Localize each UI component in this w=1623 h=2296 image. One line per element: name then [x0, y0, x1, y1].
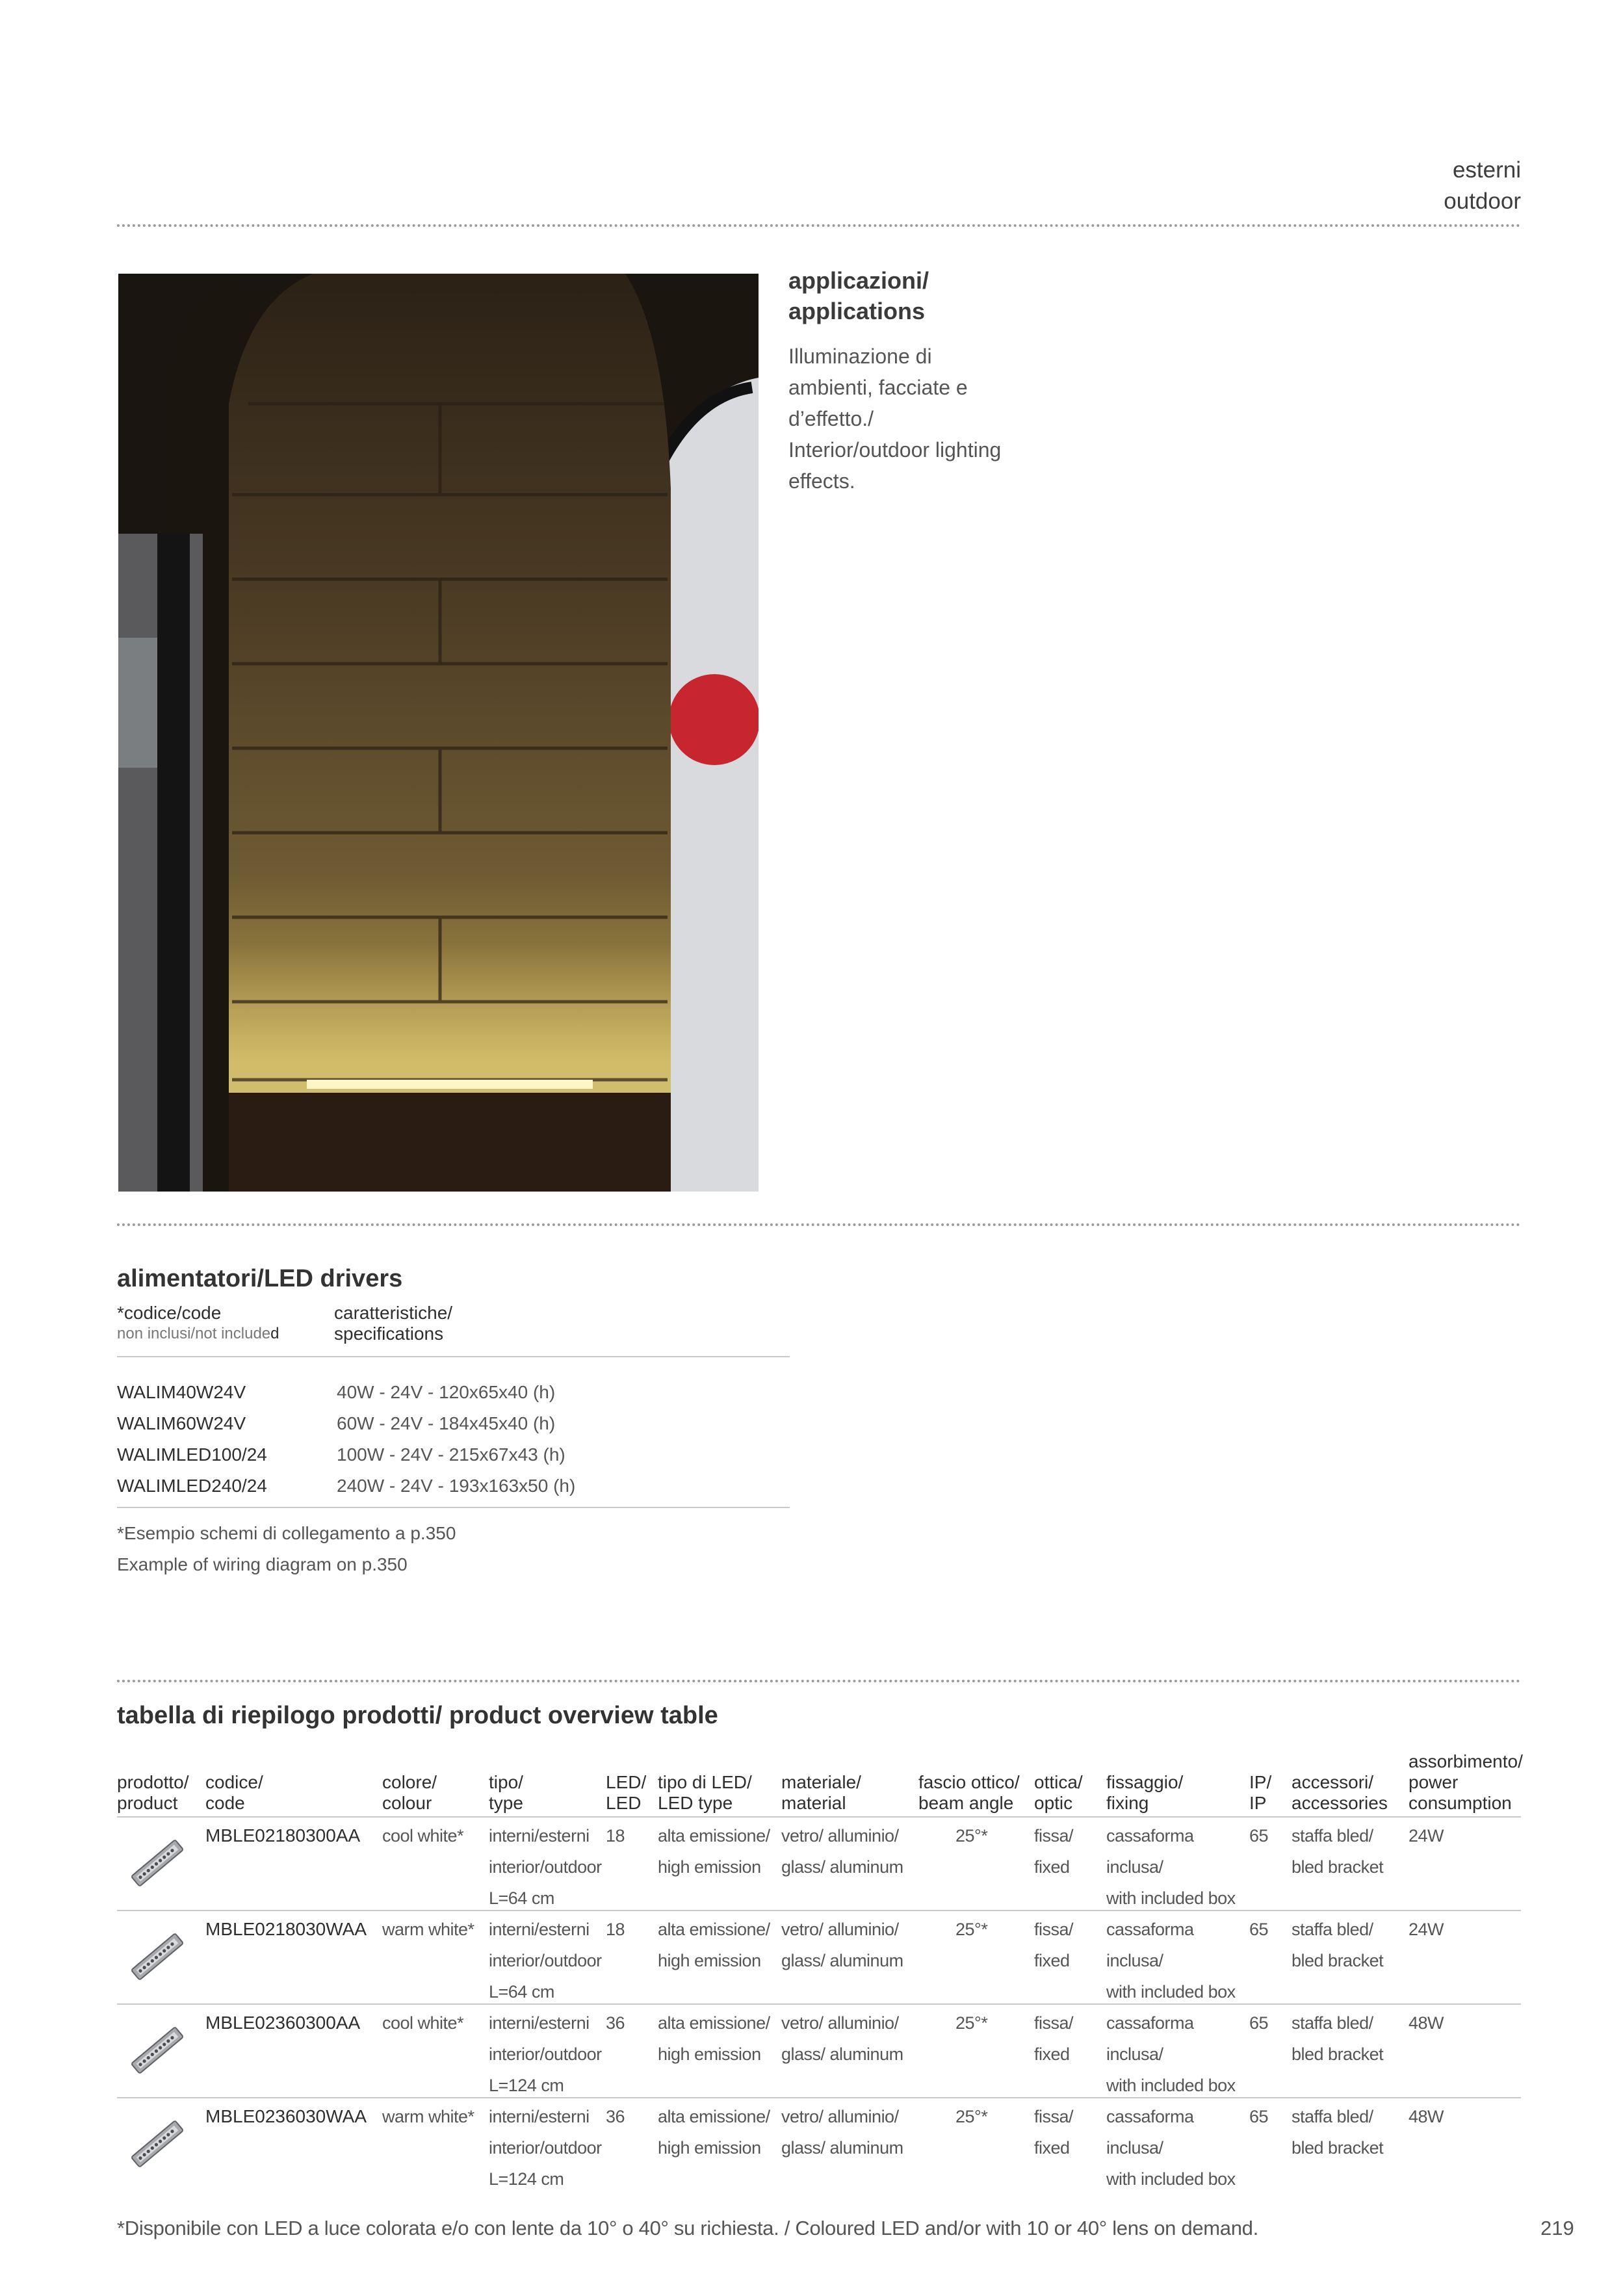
product-accessories: staffa bled/ bled bracket: [1292, 2107, 1384, 2158]
product-beam-angle: 25°*: [955, 1920, 988, 1939]
product-ip: 65: [1249, 2013, 1269, 2033]
drivers-col-code: *codice/code: [117, 1303, 222, 1323]
product-fixing: cassaforma inclusa/ with included box: [1106, 1826, 1236, 1908]
overview-title: tabella di riepilogo prodotti/ product overview table: [117, 1702, 718, 1729]
drivers-header-rule: [117, 1356, 790, 1357]
product-accessories: staffa bled/ bled bracket: [1292, 2013, 1384, 2064]
drivers-footer-rule: [117, 1507, 790, 1508]
product-ip: 65: [1249, 1920, 1269, 1939]
section-label-en: outdoor: [1444, 189, 1521, 214]
product-power: 48W: [1409, 2013, 1444, 2033]
applications-title-it: applicazioni/: [788, 267, 929, 294]
product-code: MBLE0236030WAA: [205, 2106, 367, 2126]
driver-row: [117, 1439, 790, 1470]
applications-title: [788, 265, 1061, 326]
product-optic: fissa/ fixed: [1034, 2013, 1074, 2064]
footnote: *Disponibile con LED a luce colorata e/o con lente da 10° o 40° su richiesta. / Coloured LED and/or with 10 or 40° lens on demand.: [117, 2217, 1258, 2239]
product-colour: cool white*: [382, 2013, 464, 2033]
product-fixing: cassaforma inclusa/ with included box: [1106, 2107, 1236, 2189]
product-colour: warm white*: [382, 2107, 474, 2126]
drivers-note-en: Example of wiring diagram on p.350: [117, 1554, 408, 1574]
driver-spec: 100W - 24V - 215x67x43 (h): [337, 1444, 565, 1465]
product-row: [117, 1816, 1521, 1911]
product-material: vetro/ alluminio/ glass/ aluminum: [781, 2013, 903, 2064]
col-code: codice/ code: [205, 1772, 263, 1813]
driver-code: WALIMLED240/24: [117, 1476, 267, 1496]
product-led-count: 18: [606, 1920, 625, 1939]
drivers-col-code-note-tail: d: [270, 1325, 279, 1342]
product-row: [117, 2097, 1521, 2192]
product-row: [117, 2003, 1521, 2098]
product-thumbnail: [126, 2019, 188, 2081]
product-led-type: alta emissione/ high emission: [658, 1920, 770, 1970]
applications-text: [788, 341, 1061, 497]
product-led-count: 36: [606, 2013, 625, 2033]
product-optic: fissa/ fixed: [1034, 1920, 1074, 1970]
col-led-type: tipo di LED/ LED type: [658, 1772, 752, 1813]
product-led-type: alta emissione/ high emission: [658, 2013, 770, 2064]
col-material: materiale/ material: [781, 1772, 861, 1813]
product-thumbnail: [126, 1832, 188, 1894]
product-code: MBLE0218030WAA: [205, 1919, 367, 1939]
drivers-table-body: [117, 1377, 790, 1502]
driver-row: [117, 1470, 790, 1502]
product-optic: fissa/ fixed: [1034, 1826, 1074, 1877]
col-product: prodotto/ product: [117, 1772, 189, 1813]
product-led-count: 18: [606, 1826, 625, 1846]
product-led-type: alta emissione/ high emission: [658, 1826, 770, 1877]
section-label: [1444, 155, 1521, 217]
drivers-col-code-note: [117, 1324, 325, 1344]
applications-block: [788, 265, 1061, 497]
driver-code: WALIM60W24V: [117, 1413, 246, 1433]
applications-line: Illuminazione di: [788, 345, 932, 368]
applications-line: ambienti, facciate e: [788, 376, 968, 399]
product-type: interni/esterni interior/outdoor L=64 cm: [489, 1920, 602, 2002]
drivers-col-spec-en: specifications: [334, 1324, 444, 1344]
applications-line: effects.: [788, 469, 855, 493]
product-material: vetro/ alluminio/ glass/ aluminum: [781, 1826, 903, 1877]
col-colour: colore/ colour: [382, 1772, 437, 1813]
section-label-it: esterni: [1452, 157, 1521, 183]
dotted-divider: [117, 224, 1521, 227]
driver-row: [117, 1377, 790, 1408]
product-beam-angle: 25°*: [955, 1826, 988, 1846]
product-beam-angle: 25°*: [955, 2107, 988, 2126]
col-optic: ottica/ optic: [1034, 1772, 1083, 1813]
drivers-note: [117, 1518, 456, 1580]
driver-code: WALIMLED100/24: [117, 1444, 267, 1465]
drivers-note-it: *Esempio schemi di collegamento a p.350: [117, 1523, 456, 1543]
product-code: MBLE02360300AA: [205, 2013, 361, 2033]
applications-line: d’effetto./: [788, 407, 874, 430]
col-led: LED/ LED: [606, 1772, 647, 1813]
product-material: vetro/ alluminio/ glass/ aluminum: [781, 2107, 903, 2158]
overview-table-header: [0, 1742, 1623, 1814]
product-led-type: alta emissione/ high emission: [658, 2107, 770, 2158]
product-fixing: cassaforma inclusa/ with included box: [1106, 2013, 1236, 2095]
product-colour: cool white*: [382, 1826, 464, 1846]
driver-spec: 60W - 24V - 184x45x40 (h): [337, 1413, 556, 1433]
product-beam-angle: 25°*: [955, 2013, 988, 2033]
product-colour: warm white*: [382, 1920, 474, 1939]
drivers-col-code-note-text: non inclusi/not include: [117, 1325, 271, 1342]
product-accessories: staffa bled/ bled bracket: [1292, 1920, 1384, 1970]
product-row: [117, 1910, 1521, 2005]
product-type: interni/esterni interior/outdoor L=64 cm: [489, 1826, 602, 1908]
col-fixing: fissaggio/ fixing: [1106, 1772, 1184, 1813]
product-power: 24W: [1409, 1920, 1444, 1939]
product-type: interni/esterni interior/outdoor L=124 cm: [489, 2013, 602, 2095]
product-code: MBLE02180300AA: [205, 1825, 361, 1846]
page-number: 219: [1540, 2217, 1574, 2239]
product-ip: 65: [1249, 2107, 1269, 2126]
driver-spec: 40W - 24V - 120x65x40 (h): [337, 1382, 556, 1402]
col-accessories: accessori/ accessories: [1292, 1772, 1388, 1813]
applications-title-en: applications: [788, 298, 926, 324]
driver-spec: 240W - 24V - 193x163x50 (h): [337, 1476, 576, 1496]
col-power: assorbimento/ power consumption: [1409, 1751, 1523, 1813]
product-accessories: staffa bled/ bled bracket: [1292, 1826, 1384, 1877]
product-ip: 65: [1249, 1826, 1269, 1846]
drivers-title: alimentatori/LED drivers: [117, 1265, 403, 1292]
drivers-col-spec: caratteristiche/: [334, 1303, 453, 1323]
product-thumbnail: [126, 2113, 188, 2175]
driver-row: [117, 1408, 790, 1439]
applications-line: Interior/outdoor lighting: [788, 438, 1002, 462]
driver-code: WALIM40W24V: [117, 1382, 246, 1402]
product-optic: fissa/ fixed: [1034, 2107, 1074, 2158]
product-fixing: cassaforma inclusa/ with included box: [1106, 1920, 1236, 2002]
product-thumbnail: [126, 1925, 188, 1988]
dotted-divider: [117, 1680, 1521, 1682]
product-type: interni/esterni interior/outdoor L=124 cm: [489, 2107, 602, 2189]
product-power: 24W: [1409, 1826, 1444, 1846]
application-photo: [118, 274, 759, 1192]
col-type: tipo/ type: [489, 1772, 523, 1813]
col-beam: fascio ottico/ beam angle: [918, 1772, 1020, 1813]
product-led-count: 36: [606, 2107, 625, 2126]
product-material: vetro/ alluminio/ glass/ aluminum: [781, 1920, 903, 1970]
col-ip: IP/ IP: [1249, 1772, 1272, 1813]
product-power: 48W: [1409, 2107, 1444, 2126]
dotted-divider: [117, 1223, 1521, 1226]
